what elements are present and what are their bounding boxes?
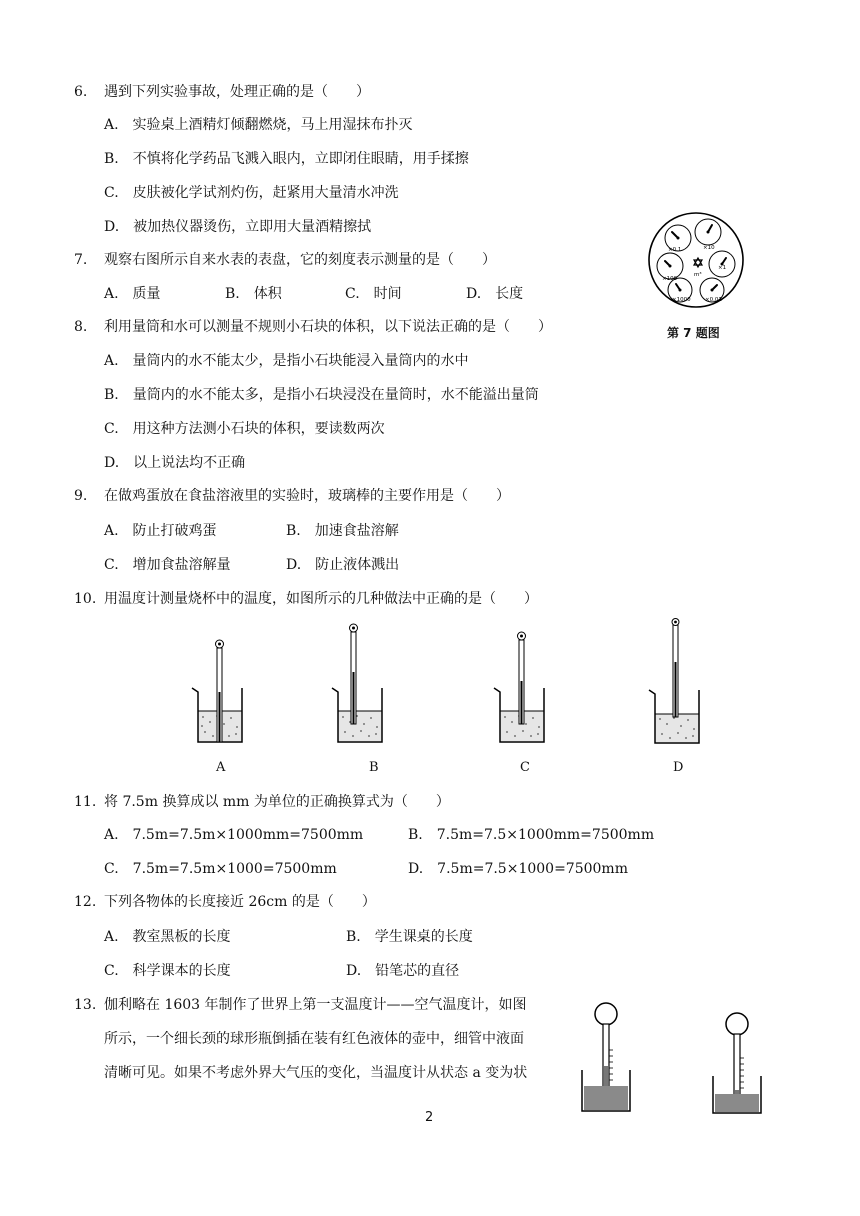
q7-stem: 观察右图所示自来水表的表盘，它的刻度表示测量的是（ ） bbox=[104, 252, 496, 268]
beaker-a-label: A bbox=[216, 760, 226, 775]
water-meter-figure bbox=[646, 210, 746, 310]
q13-line-1: 伽利略在 1603 年制作了世界上第一支温度计——空气温度计，如图 bbox=[104, 997, 527, 1013]
q7-figure-caption: 第 7 题图 bbox=[667, 326, 720, 340]
q6-stem: 遇到下列实验事故，处理正确的是（ ） bbox=[104, 84, 370, 100]
q6-number: 6. bbox=[74, 84, 88, 100]
q9-option-a: A. 防止打破鸡蛋 bbox=[104, 523, 217, 539]
beaker-c-figure bbox=[492, 627, 552, 747]
q9-option-d: D. 防止液体溅出 bbox=[286, 557, 400, 573]
beaker-b-figure bbox=[330, 622, 390, 742]
beaker-c-label: C bbox=[520, 760, 530, 775]
q7-option-c: C. 时间 bbox=[345, 286, 402, 302]
q12-number: 12. bbox=[74, 894, 97, 910]
dial-label-10: ×10 bbox=[703, 245, 715, 251]
q11-option-b: B. 7.5m=7.5×1000mm=7500mm bbox=[408, 827, 655, 843]
q8-number: 8. bbox=[74, 319, 88, 335]
dial-label-0-01: ×0.01 bbox=[705, 297, 722, 303]
q8-option-c: C. 用这种方法测小石块的体积，要读数两次 bbox=[104, 421, 385, 437]
q8-stem: 利用量筒和水可以测量不规则小石块的体积，以下说法正确的是（ ） bbox=[104, 319, 552, 335]
air-thermometer-a-figure bbox=[576, 1000, 636, 1115]
q8-option-d: D. 以上说法均不正确 bbox=[104, 455, 246, 471]
dial-label-1000: ×1000 bbox=[672, 297, 691, 303]
q13-line-2: 所示，一个细长颈的球形瓶倒插在装有红色液体的壶中，细管中液面 bbox=[104, 1031, 524, 1047]
page-number: 2 bbox=[425, 1110, 434, 1125]
q12-stem: 下列各物体的长度接近 26cm 的是（ ） bbox=[104, 894, 376, 910]
q13-line-3: 清晰可见。如果不考虑外界大气压的变化，当温度计从状态 a 变为状 bbox=[104, 1065, 528, 1081]
q11-stem: 将 7.5m 换算成以 mm 为单位的正确换算式为（ ） bbox=[104, 794, 450, 810]
q10-stem: 用温度计测量烧杯中的温度，如图所示的几种做法中正确的是（ ） bbox=[104, 591, 538, 607]
q11-number: 11. bbox=[74, 794, 97, 810]
dial-label-100: ×100 bbox=[662, 276, 678, 282]
beaker-a-figure bbox=[190, 632, 250, 752]
q9-stem: 在做鸡蛋放在食盐溶液里的实验时，玻璃棒的主要作用是（ ） bbox=[104, 488, 510, 504]
air-thermometer-b-figure bbox=[707, 1002, 767, 1117]
beaker-b-label: B bbox=[369, 760, 379, 775]
dial-label-unit: m³ bbox=[694, 272, 702, 278]
q11-option-d: D. 7.5m=7.5×1000=7500mm bbox=[408, 861, 628, 877]
q11-option-a: A. 7.5m=7.5m×1000mm=7500mm bbox=[104, 827, 364, 843]
q6-option-a: A. 实验桌上酒精灯倾翻燃烧，马上用湿抹布扑灭 bbox=[104, 117, 413, 133]
q7-number: 7. bbox=[74, 252, 88, 268]
q12-option-b: B. 学生课桌的长度 bbox=[346, 929, 473, 945]
q12-option-d: D. 铅笔芯的直径 bbox=[346, 963, 460, 979]
q7-option-b: B. 体积 bbox=[225, 286, 282, 302]
q8-option-b: B. 量筒内的水不能太多，是指小石块浸没在量筒时，水不能溢出量筒 bbox=[104, 387, 539, 403]
q9-option-b: B. 加速食盐溶解 bbox=[286, 523, 399, 539]
q6-option-d: D. 被加热仪器烫伤，立即用大量酒精擦拭 bbox=[104, 219, 372, 235]
q9-option-c: C. 增加食盐溶解量 bbox=[104, 557, 231, 573]
q7-option-d: D. 长度 bbox=[466, 286, 524, 302]
q9-number: 9. bbox=[74, 488, 88, 504]
q10-number: 10. bbox=[74, 591, 97, 607]
q13-number: 13. bbox=[74, 997, 97, 1013]
q6-option-b: B. 不慎将化学药品飞溅入眼内，立即闭住眼睛，用手揉擦 bbox=[104, 151, 469, 167]
q7-option-a: A. 质量 bbox=[104, 286, 161, 302]
beaker-d-label: D bbox=[673, 760, 684, 775]
q8-option-a: A. 量筒内的水不能太少，是指小石块能浸入量筒内的水中 bbox=[104, 353, 469, 369]
dial-label-1: ×1 bbox=[718, 265, 727, 271]
dial-label-0-1: ×0.1 bbox=[668, 247, 682, 253]
q12-option-a: A. 教室黑板的长度 bbox=[104, 929, 231, 945]
q11-option-c: C. 7.5m=7.5m×1000=7500mm bbox=[104, 861, 337, 877]
beaker-d-figure bbox=[647, 617, 707, 747]
q6-option-c: C. 皮肤被化学试剂灼伤，赶紧用大量清水冲洗 bbox=[104, 185, 399, 201]
q12-option-c: C. 科学课本的长度 bbox=[104, 963, 231, 979]
